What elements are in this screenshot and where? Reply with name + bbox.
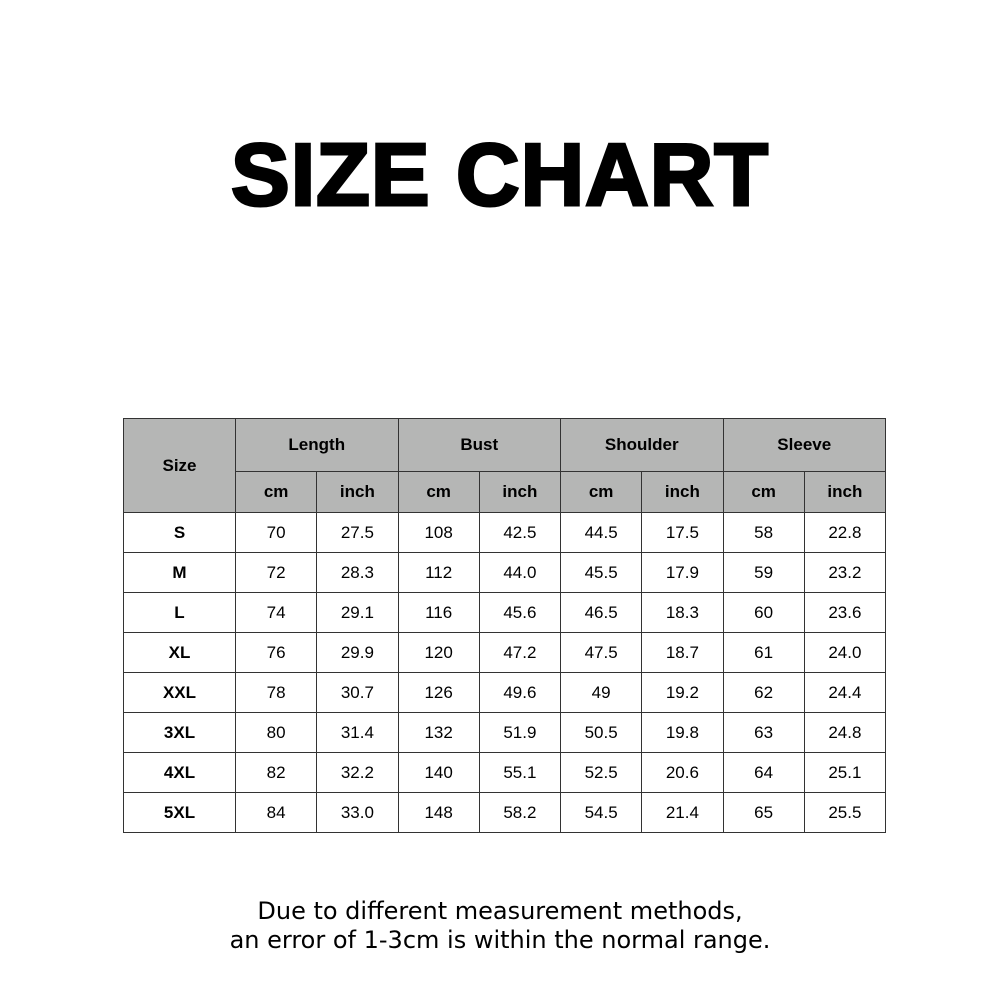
- table-cell: 112: [398, 553, 479, 593]
- table-cell: 51.9: [479, 713, 560, 753]
- size-column-header: Size: [124, 419, 236, 513]
- group-header-length: Length: [236, 419, 399, 472]
- table-cell: 148: [398, 793, 479, 833]
- table-cell: 46.5: [561, 593, 642, 633]
- group-header-sleeve: Sleeve: [723, 419, 886, 472]
- size-label: 4XL: [124, 753, 236, 793]
- unit-header-inch: inch: [317, 472, 398, 513]
- table-cell: 17.5: [642, 513, 723, 553]
- table-cell: 72: [236, 553, 317, 593]
- table-cell: 65: [723, 793, 804, 833]
- unit-header-inch: inch: [479, 472, 560, 513]
- table-cell: 31.4: [317, 713, 398, 753]
- table-cell: 44.5: [561, 513, 642, 553]
- table-cell: 42.5: [479, 513, 560, 553]
- table-cell: 19.8: [642, 713, 723, 753]
- table-cell: 47.2: [479, 633, 560, 673]
- size-label: 5XL: [124, 793, 236, 833]
- table-cell: 19.2: [642, 673, 723, 713]
- table-row: [124, 713, 886, 753]
- size-label: S: [124, 513, 236, 553]
- table-row: [124, 633, 886, 673]
- table-cell: 25.1: [804, 753, 885, 793]
- table-cell: 29.9: [317, 633, 398, 673]
- table-cell: 60: [723, 593, 804, 633]
- table-cell: 126: [398, 673, 479, 713]
- size-label: L: [124, 593, 236, 633]
- table-cell: 55.1: [479, 753, 560, 793]
- table-cell: 49.6: [479, 673, 560, 713]
- size-label: XXL: [124, 673, 236, 713]
- table-cell: 80: [236, 713, 317, 753]
- table-cell: 61: [723, 633, 804, 673]
- table-cell: 54.5: [561, 793, 642, 833]
- table-cell: 21.4: [642, 793, 723, 833]
- table-row: [124, 553, 886, 593]
- table-cell: 33.0: [317, 793, 398, 833]
- table-cell: 52.5: [561, 753, 642, 793]
- table-row: [124, 753, 886, 793]
- table-cell: 49: [561, 673, 642, 713]
- unit-header-inch: inch: [804, 472, 885, 513]
- size-chart-table: [123, 418, 886, 833]
- note-line-2: an error of 1-3cm is within the normal range.: [229, 926, 771, 954]
- table-cell: 116: [398, 593, 479, 633]
- table-row: [124, 513, 886, 553]
- table-cell: 108: [398, 513, 479, 553]
- unit-header-cm: cm: [236, 472, 317, 513]
- table-cell: 58.2: [479, 793, 560, 833]
- table-cell: 84: [236, 793, 317, 833]
- table-cell: 132: [398, 713, 479, 753]
- table-cell: 23.2: [804, 553, 885, 593]
- table-cell: 50.5: [561, 713, 642, 753]
- measurement-note: [0, 897, 1000, 955]
- table-cell: 22.8: [804, 513, 885, 553]
- table-cell: 45.6: [479, 593, 560, 633]
- size-label: XL: [124, 633, 236, 673]
- table-cell: 44.0: [479, 553, 560, 593]
- table-cell: 29.1: [317, 593, 398, 633]
- page-title: SIZE CHART: [231, 125, 769, 224]
- table-cell: 64: [723, 753, 804, 793]
- table-cell: 63: [723, 713, 804, 753]
- table-cell: 30.7: [317, 673, 398, 713]
- unit-header-cm: cm: [723, 472, 804, 513]
- unit-header-cm: cm: [398, 472, 479, 513]
- table-cell: 24.0: [804, 633, 885, 673]
- table-cell: 45.5: [561, 553, 642, 593]
- note-line-1: Due to different measurement methods,: [257, 897, 743, 925]
- table-row: [124, 673, 886, 713]
- table-cell: 28.3: [317, 553, 398, 593]
- table-cell: 70: [236, 513, 317, 553]
- table-cell: 78: [236, 673, 317, 713]
- table-cell: 18.7: [642, 633, 723, 673]
- unit-header-inch: inch: [642, 472, 723, 513]
- table-row: [124, 593, 886, 633]
- table-cell: 120: [398, 633, 479, 673]
- table-cell: 25.5: [804, 793, 885, 833]
- table-cell: 24.4: [804, 673, 885, 713]
- table-cell: 62: [723, 673, 804, 713]
- table-cell: 47.5: [561, 633, 642, 673]
- table-cell: 24.8: [804, 713, 885, 753]
- table-cell: 20.6: [642, 753, 723, 793]
- table-cell: 17.9: [642, 553, 723, 593]
- unit-header-cm: cm: [561, 472, 642, 513]
- table-cell: 82: [236, 753, 317, 793]
- group-header-shoulder: Shoulder: [561, 419, 724, 472]
- table-cell: 59: [723, 553, 804, 593]
- table-cell: 74: [236, 593, 317, 633]
- group-header-bust: Bust: [398, 419, 561, 472]
- size-label: M: [124, 553, 236, 593]
- table-cell: 58: [723, 513, 804, 553]
- table-cell: 76: [236, 633, 317, 673]
- table-cell: 140: [398, 753, 479, 793]
- table-cell: 27.5: [317, 513, 398, 553]
- size-label: 3XL: [124, 713, 236, 753]
- table-row: [124, 793, 886, 833]
- table-cell: 32.2: [317, 753, 398, 793]
- table-cell: 18.3: [642, 593, 723, 633]
- table-cell: 23.6: [804, 593, 885, 633]
